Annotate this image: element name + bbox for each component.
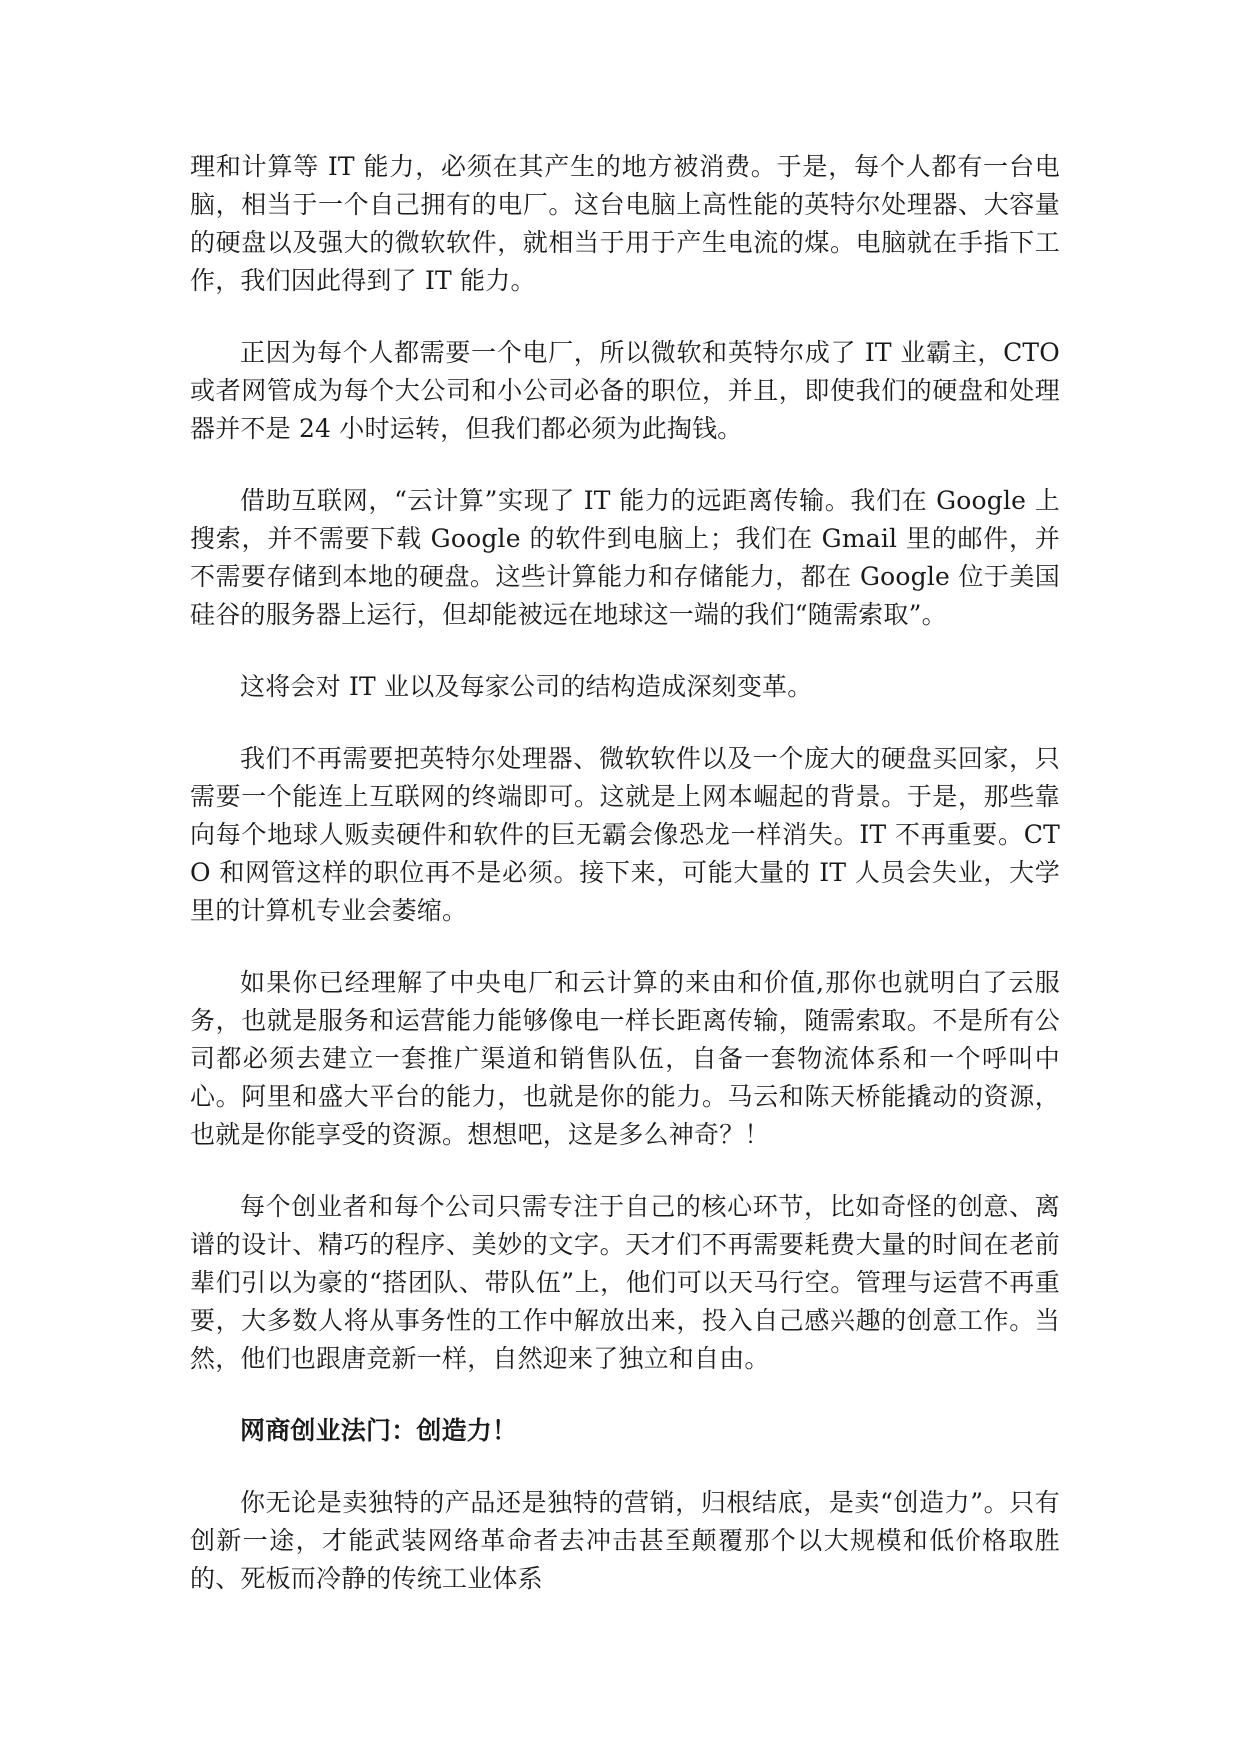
paragraph-final: 你无论是卖独特的产品还是独特的营销，归根结底，是卖“创造力”。只有创新一途，才能武装网络革命者去冲击甚至颠覆那个以大规模和低价格取胜的、死板而冷静的传统工业体系 bbox=[190, 1488, 1060, 1593]
paragraph-7: 每个创业者和每个公司只需专注于自己的核心环节，比如奇怪的创意、离谱的设计、精巧的程序、美妙的文字。天才们不再需要耗费大量的时间在老前辈们引以为豪的“搭团队、带队伍”上，他们可以天马行空。管理与运营不再重要，大多数人将从事务性的工作中解放出来，投入自己感兴趣的创意工作。当然，他们也跟唐竞新一样，自然迎来了独立和自由。 bbox=[190, 1192, 1060, 1373]
document-body bbox=[190, 148, 1060, 1632]
paragraph-3: 借助互联网，“云计算”实现了 IT 能力的远距离传输。我们在 Google 上搜索，并不需要下载 Google 的软件到电脑上；我们在 Gmail 里的邮件，并不需要存储到本地的硬盘。这些计算能力和存储能力，都在 Google 位于美国硅谷的服务器上运行，但却能被远在地球这一端的我们“随需索取”。 bbox=[190, 486, 1060, 629]
paragraph-1: 理和计算等 IT 能力，必须在其产生的地方被消费。于是，每个人都有一台电脑，相当于一个自己拥有的电厂。这台电脑上高性能的英特尔处理器、大容量的硬盘以及强大的微软软件，就相当于用于产生电流的煤。电脑就在手指下工作，我们因此得到了 IT 能力。 bbox=[190, 152, 1060, 295]
paragraph-2: 正因为每个人都需要一个电厂，所以微软和英特尔成了 IT 业霸主，CTO 或者网管成为每个大公司和小公司必备的职位，并且，即使我们的硬盘和处理器并不是 24 小时运转，但我们都必须为此掏钱。 bbox=[190, 338, 1060, 443]
paragraph-6: 如果你已经理解了中央电厂和云计算的来由和价值,那你也就明白了云服务，也就是服务和运营能力能够像电一样长距离传输，随需索取。不是所有公司都必须去建立一套推广渠道和销售队伍，自备一套物流体系和一个呼叫中心。阿里和盛大平台的能力，也就是你的能力。马云和陈天桥能撬动的资源，也就是你能享受的资源。想想吧，这是多么神奇？！ bbox=[190, 968, 1060, 1149]
section-heading: 网商创业法门：创造力！ bbox=[240, 1416, 518, 1445]
paragraph-5: 我们不再需要把英特尔处理器、微软软件以及一个庞大的硬盘买回家，只需要一个能连上互联网的终端即可。这就是上网本崛起的背景。于是，那些靠向每个地球人贩卖硬件和软件的巨无霸会像恐龙一样消失。IT 不再重要。CTO 和网管这样的职位再不是必须。接下来，可能大量的 IT 人员会失业，大学里的计算机专业会萎缩。 bbox=[190, 744, 1060, 925]
paragraph-4: 这将会对 IT 业以及每家公司的结构造成深刻变革。 bbox=[240, 672, 813, 701]
